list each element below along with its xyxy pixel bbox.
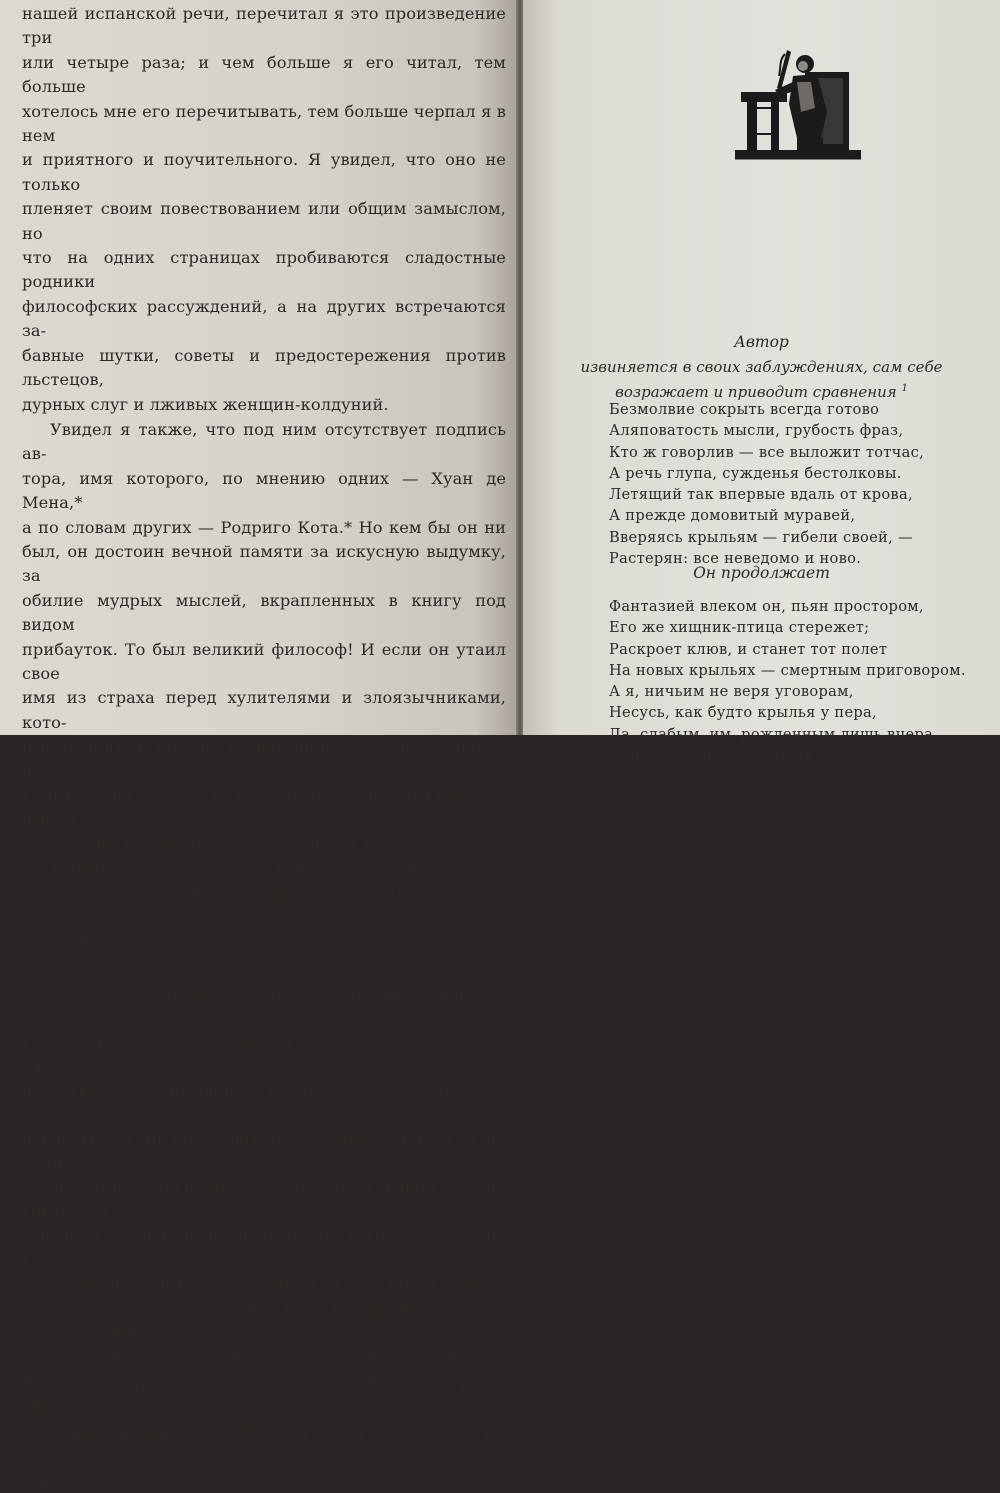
text-line: соединить в одно действие или сцену до того места, где xyxy=(22,1421,506,1465)
paragraph-3 xyxy=(22,858,506,1493)
subtitle-line: извиняется в своих заблуждениях, сам себе xyxy=(580,358,943,376)
verse-line: Летящий так впервые вдаль от крова, xyxy=(609,486,913,504)
text-line: мени и с меньшим удовольствием. В свое оправдание я xyxy=(22,1275,506,1295)
verse-stanza-2 xyxy=(609,596,989,766)
text-line: прибауток. То был великий философ! И если он утаил свое xyxy=(22,639,506,683)
paragraph-1 xyxy=(22,2,506,417)
right-page xyxy=(523,0,1000,765)
text-line: главных моих трудов, которые, по правде говоря, я ставлю xyxy=(22,982,506,1026)
verse-line: Кто ж говорлив — все выложит тотчас, xyxy=(609,443,925,461)
verse-line: Фантазией влеком он, пьян простором, xyxy=(609,598,924,615)
text-line: под убогим окончанием, добавленным мною. xyxy=(22,834,416,854)
text-line: К тому же книга эта, при всем ее остроумии, чужда xyxy=(50,860,506,880)
scribe-woodcut-icon xyxy=(735,42,861,164)
verse-line: Вверяясь крыльям — гибели своей, — xyxy=(609,528,913,546)
text-line: ние. Пусть их догадки и неверны, я заслужил это своей xyxy=(22,1079,506,1124)
verse-line: Его же хищник-птица стережет; xyxy=(609,619,870,637)
verse-line: А речь глупа, сужденья бестолковы. xyxy=(609,464,902,482)
text-line: мои разъехались по родным краям, а гораздо больше вре- xyxy=(22,1226,506,1270)
text-line: дурных слуг и лживых женщин-колдуний. xyxy=(22,394,389,414)
section-title-author: Автор xyxy=(734,333,789,351)
text-line: пленяет своим повествованием или общим замыслом, но xyxy=(22,199,506,243)
verse-line: На новых крыльях — смертным приговором. xyxy=(609,661,966,679)
verse-line: Одно дано: покрыть меня позором. xyxy=(609,747,891,765)
verse-line: Несусь, как будто крылья у пера, xyxy=(609,704,877,722)
verse-line: А прежде домовитый муравей, xyxy=(609,507,856,525)
subtitle-line: возражает и приводит сравнения xyxy=(615,383,897,401)
section-title-continues: Он продолжает xyxy=(693,564,830,582)
text-line: нашей испанской речи, перечитал я это произведение три xyxy=(22,4,506,48)
text-line: следующие стихи. А дабы вы знали, где вступает моя xyxy=(22,1348,506,1368)
verse-line: Да, слабым, им, рожденным лишь вчера. xyxy=(609,725,939,743)
text-line: моим занятиям, ибо я изучаю право; те, кому это станет xyxy=(22,884,506,929)
text-line: винить меня за то, что и я также не поставил своего имени xyxy=(22,786,506,830)
section-subtitle xyxy=(523,357,1000,403)
text-line: хотелось мне его перечитывать, тем больше черпал я в нем xyxy=(22,101,506,146)
text-line: и приятного и поучительного. Я увидел, что оно не только xyxy=(22,150,506,194)
verse-line: Аляповатость мысли, грубость фраз, xyxy=(609,422,904,440)
text-line: дерзостью. Они подумают также, что я потратил на окон- xyxy=(22,1128,506,1173)
verse-line: Растерян: все неведомо и ново. xyxy=(609,550,862,568)
verse-line: А я, ничьим не веря уговорам, xyxy=(609,683,854,701)
text-line: имя из страха перед хулителями и злоязычниками, кото- xyxy=(22,688,506,732)
verse-line: Раскроет клюв, и станет тот полет xyxy=(609,640,888,658)
verse-stanza-1 xyxy=(609,399,989,569)
text-line: был, он достоин вечной памяти за искусную выдумку, за xyxy=(22,541,506,586)
text-line: бавные шутки, советы и предостережения против льстецов, xyxy=(22,345,506,390)
text-line: гораздо выше, а увлекся этим новым делом, забросив уче- xyxy=(22,1031,506,1075)
text-line: тора, имя которого, по мнению одних — Хуан де Мена,* xyxy=(22,468,506,513)
footnote-mark: 1 xyxy=(901,383,908,394)
text-line: Увидел я также, что под ним отсутствует подпись ав- xyxy=(22,419,506,464)
text-line: или четыре раза; и чем больше я его читал, тем больше xyxy=(22,52,506,97)
text-line: рые бранят чужое, не создав ничего своего, я прошу не xyxy=(22,737,506,781)
text-line: чание этой книги не две недели вакаций, когда товарищи xyxy=(22,1177,506,1221)
text-line: говорится «Братцы мои...» и т. д. xyxy=(22,1470,311,1490)
text-line: известно, скажут, пожалуй, что писал я ее не на досуге от xyxy=(22,933,506,977)
text-line: неуклюжая речь, решил я все сочиненное первым автором xyxy=(22,1372,506,1417)
text-line: предлагаю вам и всем, кто будет читать это произведение, xyxy=(22,1299,506,1343)
text-line: обилие мудрых мыслей, вкрапленных в книгу под видом xyxy=(22,590,506,635)
paragraph-2 xyxy=(22,418,506,857)
text-line: философских рассуждений, а на других встречаются за- xyxy=(22,296,506,341)
text-line: что на одних страницах пробиваются сладостные родники xyxy=(22,248,506,292)
verse-line: Безмолвие сокрыть всегда готово xyxy=(609,401,880,418)
text-line: а по словам других — Родриго Кота.* Но кем бы он ни xyxy=(22,517,506,537)
